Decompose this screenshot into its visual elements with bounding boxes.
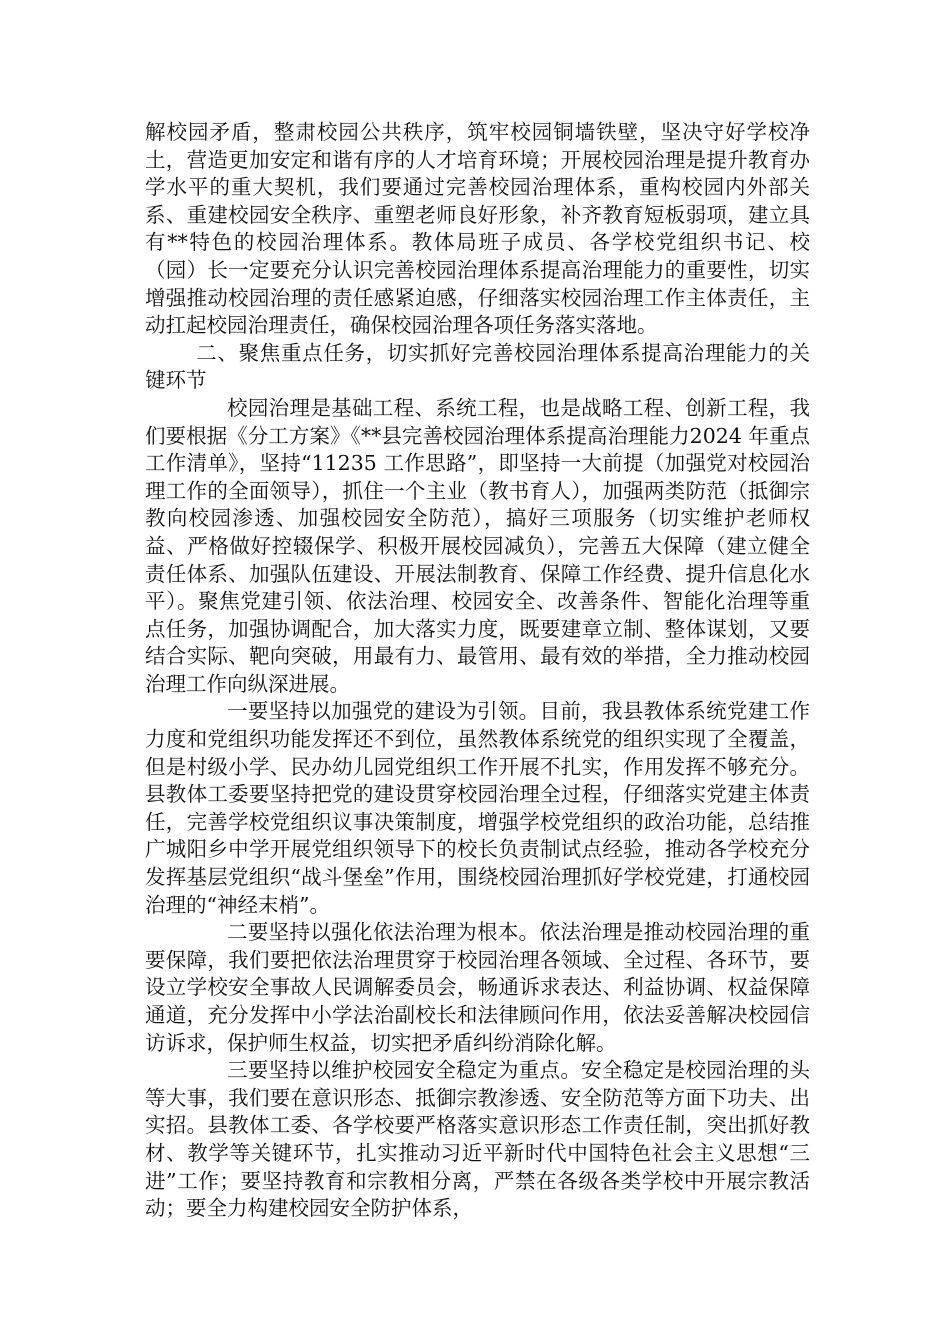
paragraph-overview: 校园治理是基础工程、系统工程，也是战略工程、创新工程，我们要根据《分工方案》《**县完善校园治理体系提高治理能力2024 年重点工作清单》，坚持“11235 工作思路”，即坚持一大前提（加强党对校园治理工作的全面领导），抓住一个主业（教书育人），加强两类防范（抵御宗教向校园渗透、加强校园安全防范），搞好三项服务（切实维护老师权益、严格做好控辍保学、积极开展校园减负），完善五大保障（建立健全责任体系、加强队伍建设、开展法制教育、保障工作经费、提升信息化水平）。聚焦党建引领、依法治理、校园安全、改善条件、智能化治理等重点任务，加强协调配合，加大落实力度，既要建章立制、整体谋划，又要结合实际、靶向突破，用最有力、最管用、最有效的举措，全力推动校园治理工作向纵深进展。 (145, 395, 810, 696)
paragraph-rule-of-law: 二要坚持以强化依法治理为根本。依法治理是推动校园治理的重要保障，我们要把依法治理贯穿于校园治理各领域、全过程、各环节，要设立学校安全事故人民调解委员会，畅通诉求表达、利益协调、权益保障通道，充分发挥中小学法治副校长和法律顾问作用，依法妥善解决校园信访诉求，保护师生权益，切实把矛盾纠纷消除化解。 (145, 920, 810, 1055)
document-body (145, 119, 810, 1223)
paragraph-safety-stability: 三要坚持以维护校园安全稳定为重点。安全稳定是校园治理的头等大事，我们要在意识形态、抵御宗教渗透、安全防范等方面下功夫、出实招。县教体工委、各学校要严格落实意识形态工作责任制，突出抓好教材、教学等关键环节，扎实推动习近平新时代中国特色社会主义思想“三进”工作；要坚持教育和宗教相分离，严禁在各级各类学校中开展宗教活动；要全力构建校园安全防护体系， (145, 1058, 810, 1221)
section-heading-2: 二、聚焦重点任务，切实抓好完善校园治理体系提高治理能力的关键环节 (145, 340, 810, 393)
paragraph-party-building: 一要坚持以加强党的建设为引领。目前，我县教体系统党建工作力度和党组织功能发挥还不到位，虽然教体系统党的组织实现了全覆盖，但是村级小学、民办幼儿园党组织工作开展不扎实，作用发挥不够充分。县教体工委要坚持把党的建设贯穿校园治理全过程，仔细落实党建主体责任，完善学校党组织议事决策制度，增强学校党组织的政治功能，总结推广城阳乡中学开展党组织领导下的校长负责制试点经验，推动各学校充分发挥基层党组织“战斗堡垒”作用，围绕校园治理抓好学校党建，打通校园治理的“神经末梢”。 (145, 699, 810, 917)
paragraph-continuation: 解校园矛盾，整肃校园公共秩序，筑牢校园铜墙铁壁，坚决守好学校净土，营造更加安定和谐有序的人才培育环境；开展校园治理是提升教育办学水平的重大契机，我们要通过完善校园治理体系，重构校园内外部关系、重建校园安全秩序、重塑老师良好形象，补齐教育短板弱项，建立具有**特色的校园治理体系。教体局班子成员、各学校党组织书记、校（园）长一定要充分认识完善校园治理体系提高治理能力的重要性，切实增强推动校园治理的责任感紧迫感，仔细落实校园治理工作主体责任，主动扛起校园治理责任，确保校园治理各项任务落实落地。 (145, 120, 810, 338)
